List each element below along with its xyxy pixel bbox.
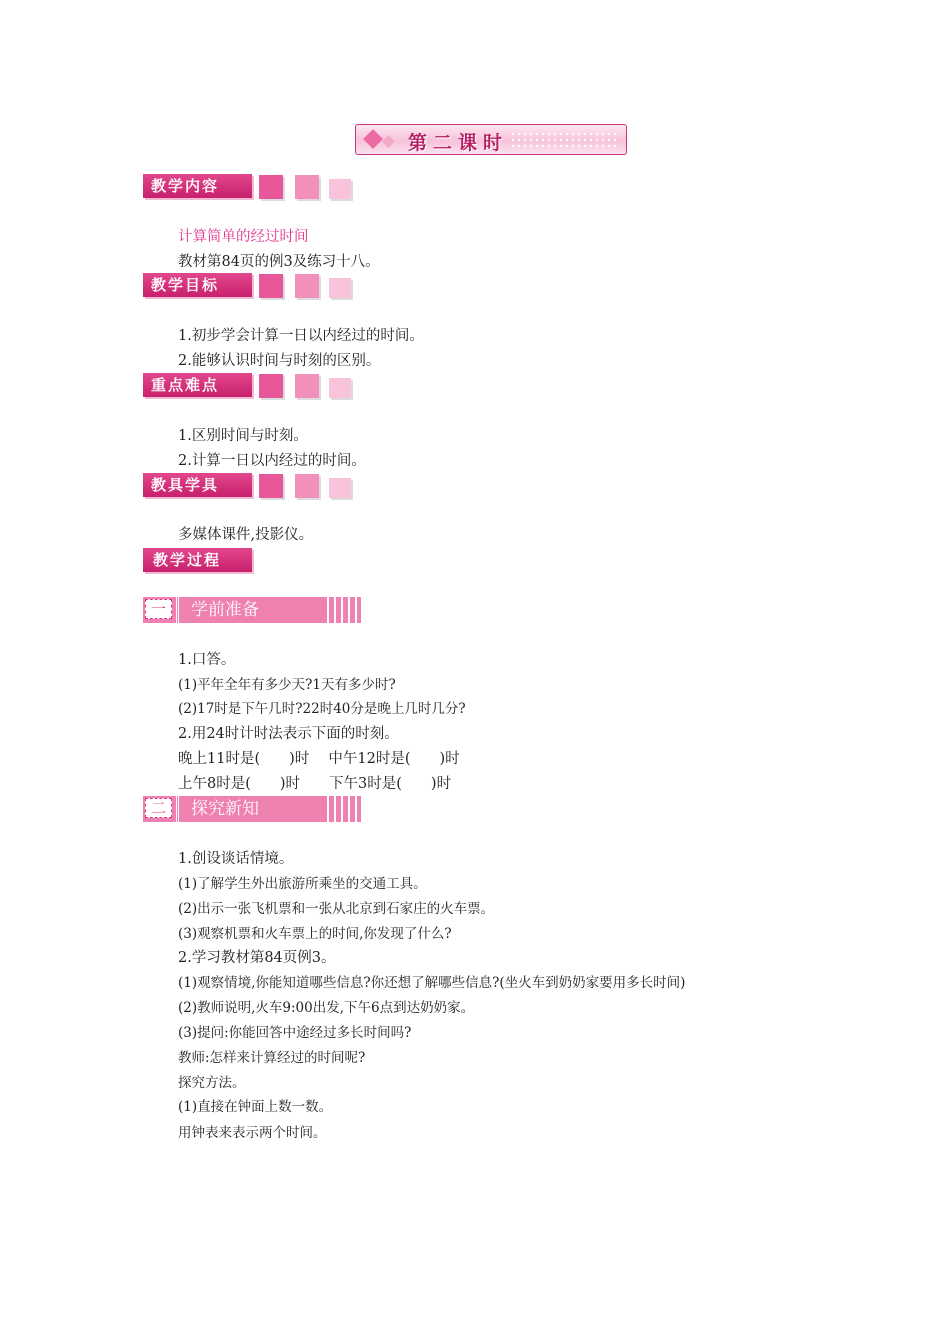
square-decoration-icon (295, 374, 319, 398)
lesson-title-banner (355, 124, 627, 155)
part-line: (2)教师说明,火车9:00出发,下午6点到达奶奶家。 (178, 1000, 475, 1016)
part-heading-explore (143, 796, 361, 822)
part-line: (2)17时是下午几时?22时40分是晚上几时几分? (178, 701, 466, 717)
goal-line: 1.初步学会计算一日以内经过的时间。 (178, 328, 424, 344)
diamond-decoration-icon (363, 129, 383, 149)
part-line: 教师:怎样来计算经过的时间呢? (178, 1050, 366, 1066)
part-heading-preparation (143, 597, 361, 623)
square-decoration-icon (329, 278, 351, 298)
part-line: 1.创设谈话情境。 (178, 851, 294, 867)
section-heading-label: 教学内容 (143, 174, 252, 198)
square-decoration-icon (295, 474, 319, 498)
content-line: 教材第84页的例3及练习十八。 (178, 254, 380, 270)
square-decoration-icon (259, 175, 283, 199)
dot-pattern-decoration (510, 131, 620, 149)
section-heading-label: 教学目标 (143, 273, 252, 297)
stripe-decoration (327, 796, 357, 822)
square-decoration-icon (259, 274, 283, 298)
square-decoration-icon (295, 175, 319, 199)
section-heading-process: 教学过程 (143, 548, 252, 572)
square-decoration-icon (329, 378, 351, 398)
part-line: (1)观察情境,你能知道哪些信息?你还想了解哪些信息?(坐火车到奶奶家要用多长时间) (178, 975, 686, 991)
stripe-decoration (327, 597, 357, 623)
part-line: (1)了解学生外出旅游所乘坐的交通工具。 (178, 876, 427, 892)
goal-line: 2.能够认识时间与时刻的区别。 (178, 353, 381, 369)
part-line: 上午8时是( )时 下午3时是( )时 (178, 776, 452, 792)
square-decoration-icon (259, 374, 283, 398)
part-line: (3)观察机票和火车票上的时间,你发现了什么? (178, 926, 452, 942)
key-point-line: 2.计算一日以内经过的时间。 (178, 453, 366, 469)
tools-line: 多媒体课件,投影仪。 (178, 527, 314, 543)
part-number: 一 (145, 599, 172, 619)
part-line: (3)提问:你能回答中途经过多长时间吗? (178, 1025, 412, 1041)
lesson-title: 第二课时 (408, 132, 509, 154)
part-line: (1)直接在钟面上数一数。 (178, 1099, 333, 1115)
square-decoration-icon (329, 478, 351, 498)
part-number: 二 (145, 798, 172, 818)
square-decoration-icon (329, 179, 351, 199)
section-heading-label: 重点难点 (143, 373, 252, 397)
part-line: (1)平年全年有多少天?1天有多少时? (178, 677, 396, 693)
part-line: 用钟表来表示两个时间。 (178, 1125, 327, 1141)
part-separator (176, 796, 179, 822)
part-line: 探究方法。 (178, 1075, 246, 1091)
square-decoration-icon (259, 474, 283, 498)
part-line: (2)出示一张飞机票和一张从北京到石家庄的火车票。 (178, 901, 495, 917)
section-heading-label: 教具学具 (143, 473, 252, 497)
part-separator (176, 597, 179, 623)
part-line: 晚上11时是( )时 中午12时是( )时 (178, 751, 460, 767)
small-diamond-decoration-icon (382, 135, 395, 148)
content-topic: 计算简单的经过时间 (178, 229, 309, 245)
part-line: 2.用24时计时法表示下面的时刻。 (178, 726, 399, 742)
part-title: 探究新知 (191, 799, 259, 819)
part-line: 2.学习教材第84页例3。 (178, 950, 336, 966)
part-title: 学前准备 (191, 600, 259, 620)
key-point-line: 1.区别时间与时刻。 (178, 428, 308, 444)
part-line: 1.口答。 (178, 652, 236, 668)
square-decoration-icon (295, 274, 319, 298)
